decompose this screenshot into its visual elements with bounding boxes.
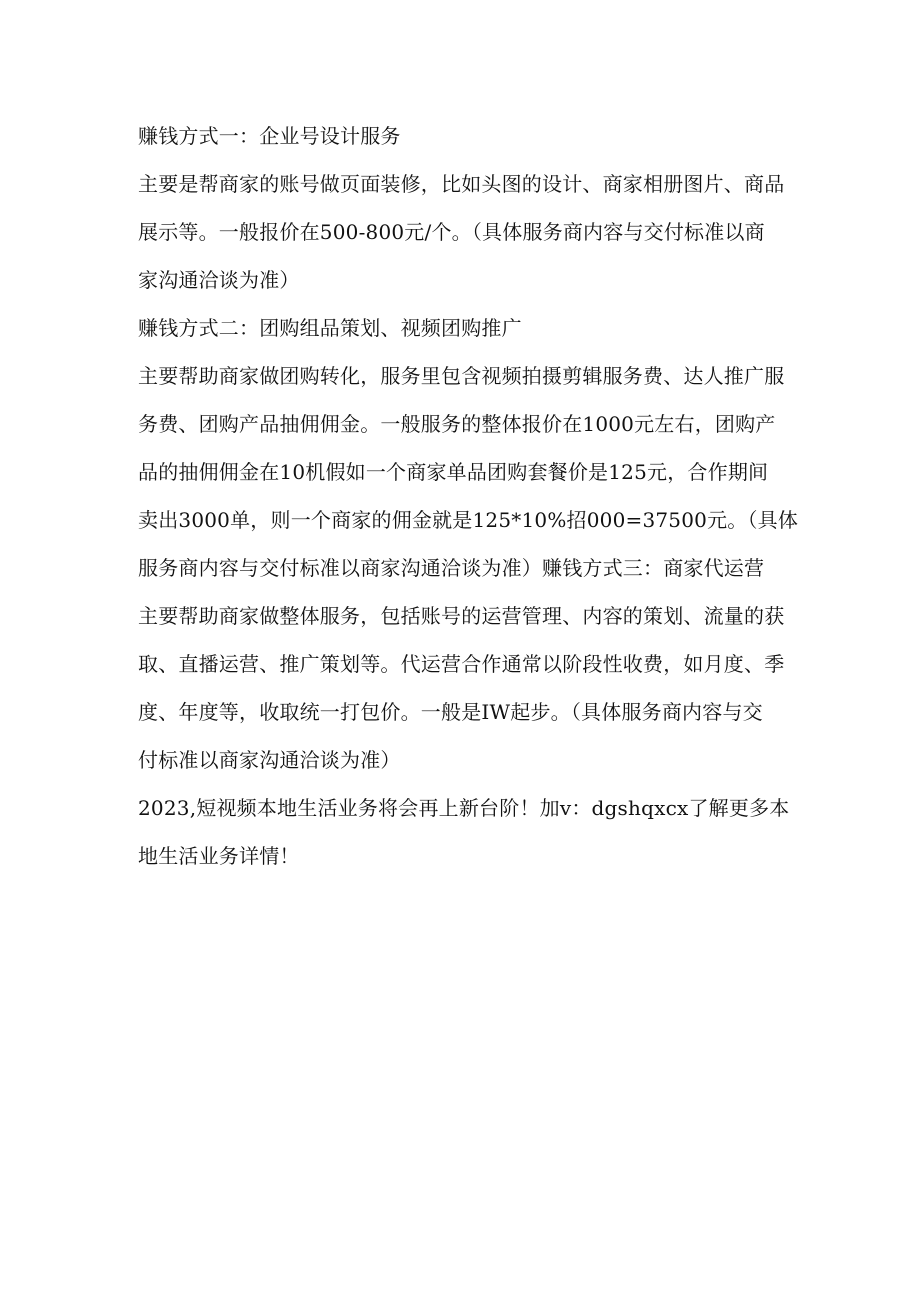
- paragraph-line: 卖出3000单，则一个商家的佣金就是125*10%招000=37500元。（具体: [138, 508, 799, 532]
- paragraph-line: 付标准以商家沟通洽谈为准）: [138, 748, 401, 772]
- paragraph-line: 家沟通洽谈为准）: [138, 268, 300, 292]
- paragraph-line: 取、直播运营、推广策划等。代运营合作通常以阶段性收费，如月度、季: [138, 652, 785, 676]
- paragraph-line: 主要是帮商家的账号做页面装修，比如头图的设计、商家相册图片、商品: [138, 172, 785, 196]
- heading-method-one: 赚钱方式一：企业号设计服务: [138, 124, 401, 148]
- paragraph-line: 品的抽佣佣金在10机假如一个商家单品团购套餐价是125元，合作期间: [138, 460, 769, 484]
- paragraph-line: 主要帮助商家做团购转化，服务里包含视频拍摄剪辑服务费、达人推广服: [138, 364, 785, 388]
- paragraph-line: 度、年度等，收取统一打包价。一般是IW起步。（具体服务商内容与交: [138, 700, 763, 724]
- paragraph-line: 务费、团购产品抽佣佣金。一般服务的整体报价在1000元左右，团购产: [138, 412, 776, 436]
- paragraph-line: 服务商内容与交付标准以商家沟通洽谈为准）赚钱方式三：商家代运营: [138, 556, 765, 580]
- heading-method-two: 赚钱方式二：团购组品策划、视频团购推广: [138, 316, 522, 340]
- paragraph-line: 展示等。一般报价在500-800元/个。（具体服务商内容与交付标准以商: [138, 220, 765, 244]
- paragraph-line: 主要帮助商家做整体服务，包括账号的运营管理、内容的策划、流量的获: [138, 604, 785, 628]
- closing-line: 2023,短视频本地生活业务将会再上新台阶！加v：dgshqxcx了解更多本: [138, 796, 790, 820]
- document-body: [138, 112, 799, 880]
- closing-line: 地生活业务详情！: [138, 844, 300, 868]
